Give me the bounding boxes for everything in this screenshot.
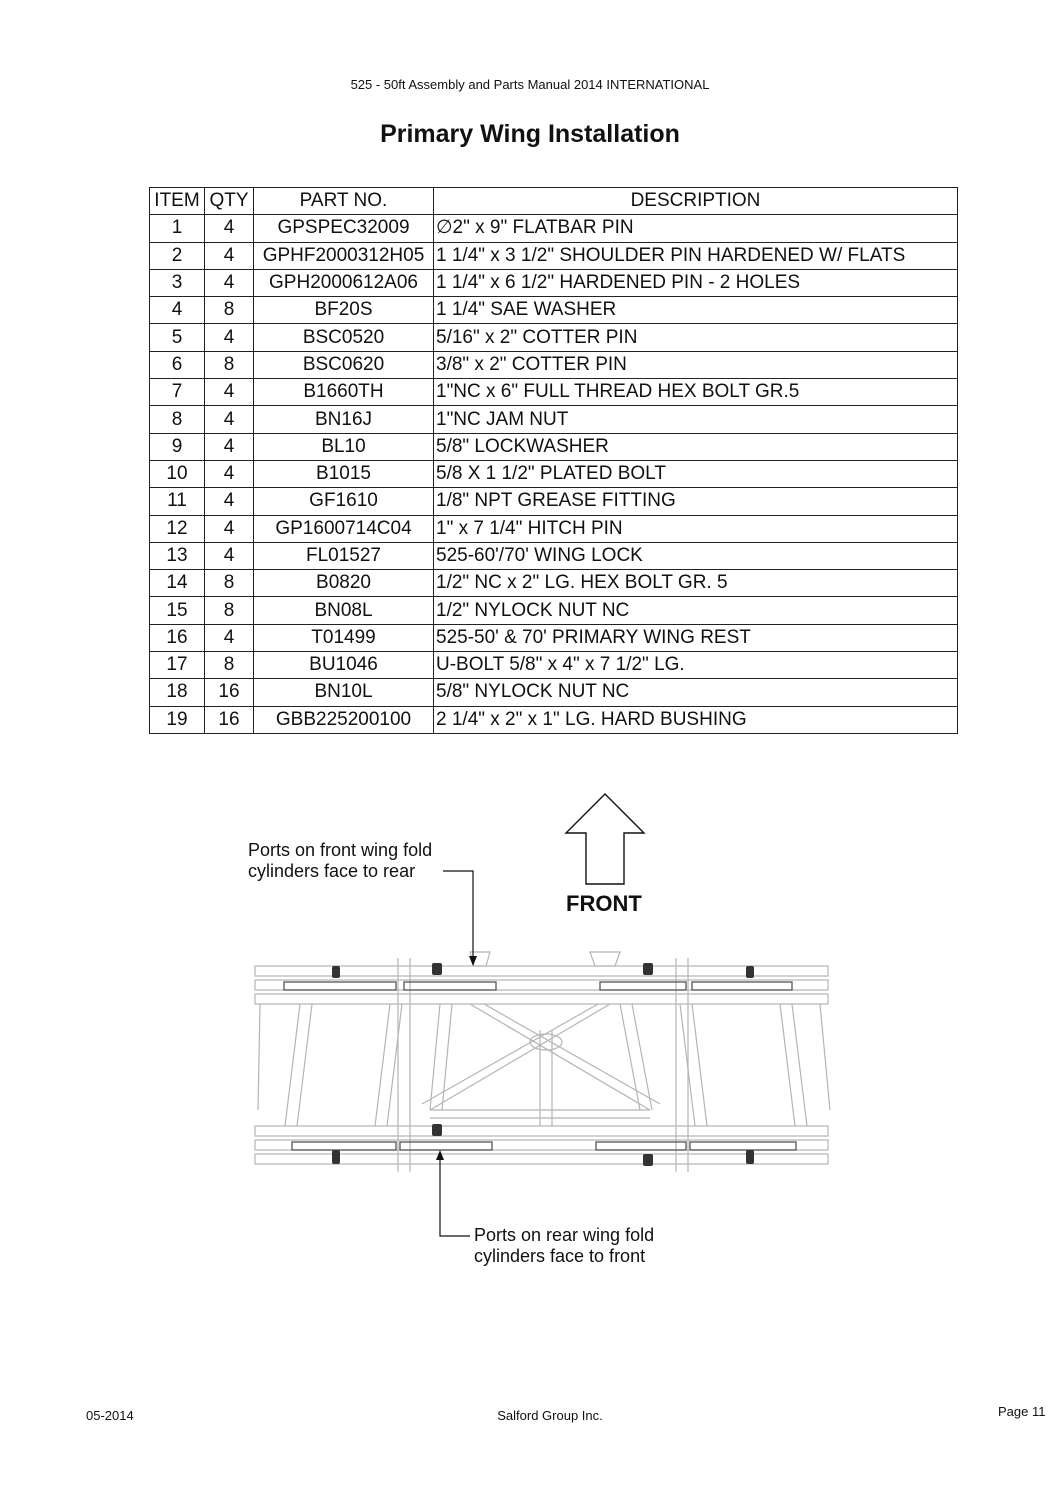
item-cell: 13	[150, 542, 205, 569]
item-cell: 8	[150, 406, 205, 433]
qty-cell: 8	[205, 652, 254, 679]
qty-cell: 4	[205, 488, 254, 515]
front-arrow-icon	[566, 794, 644, 884]
part-no-cell: BN08L	[254, 597, 434, 624]
qty-cell: 4	[205, 242, 254, 269]
description-cell: 1"NC x 6" FULL THREAD HEX BOLT GR.5	[434, 379, 958, 406]
rear-cylinder-annotation	[474, 1225, 654, 1267]
item-cell: 10	[150, 460, 205, 487]
qty-cell: 4	[205, 406, 254, 433]
description-cell: 1/2" NYLOCK NUT NC	[434, 597, 958, 624]
item-cell: 3	[150, 269, 205, 296]
qty-cell: 8	[205, 570, 254, 597]
description-cell: 1 1/4" SAE WASHER	[434, 297, 958, 324]
qty-cell: 4	[205, 624, 254, 651]
footer-date: 05-2014	[86, 1408, 134, 1423]
annotation-line: cylinders face to front	[474, 1246, 646, 1266]
description-cell: 525-50' & 70' PRIMARY WING REST	[434, 624, 958, 651]
description-cell: 1/8" NPT GREASE FITTING	[434, 488, 958, 515]
qty-cell: 16	[205, 706, 254, 733]
item-cell: 17	[150, 652, 205, 679]
part-no-cell: BF20S	[254, 297, 434, 324]
page-title: Primary Wing Installation	[380, 120, 680, 148]
qty-cell: 8	[205, 297, 254, 324]
item-cell: 14	[150, 570, 205, 597]
qty-cell: 4	[205, 460, 254, 487]
item-cell: 12	[150, 515, 205, 542]
item-cell: 11	[150, 488, 205, 515]
part-no-cell: GPH2000612A06	[254, 269, 434, 296]
footer-page-number: Page 11	[998, 1404, 1046, 1419]
annotation-line: Ports on rear wing fold	[474, 1225, 655, 1245]
footer-company: Salford Group Inc.	[497, 1408, 603, 1423]
part-no-cell: GPSPEC32009	[254, 215, 434, 242]
column-header-part-no: PART NO.	[254, 188, 434, 215]
part-no-cell: B1660TH	[254, 379, 434, 406]
part-no-cell: B1015	[254, 460, 434, 487]
qty-cell: 4	[205, 324, 254, 351]
item-cell: 15	[150, 597, 205, 624]
qty-cell: 8	[205, 597, 254, 624]
qty-cell: 4	[205, 515, 254, 542]
part-no-cell: FL01527	[254, 542, 434, 569]
qty-cell: 4	[205, 215, 254, 242]
part-no-cell: GF1610	[254, 488, 434, 515]
description-cell: 1/2" NC x 2" LG. HEX BOLT GR. 5	[434, 570, 958, 597]
item-cell: 6	[150, 351, 205, 378]
description-cell: U-BOLT 5/8" x 4" x 7 1/2" LG.	[434, 652, 958, 679]
description-cell: 525-60'/70' WING LOCK	[434, 542, 958, 569]
qty-cell: 16	[205, 679, 254, 706]
description-cell: 1 1/4" x 3 1/2" SHOULDER PIN HARDENED W/ FLATS	[434, 242, 958, 269]
item-cell: 9	[150, 433, 205, 460]
description-cell: ∅2" x 9" FLATBAR PIN	[434, 215, 958, 242]
description-cell: 1 1/4" x 6 1/2" HARDENED PIN - 2 HOLES	[434, 269, 958, 296]
part-no-cell: BSC0520	[254, 324, 434, 351]
item-cell: 18	[150, 679, 205, 706]
qty-cell: 4	[205, 379, 254, 406]
qty-cell: 4	[205, 269, 254, 296]
front-label: FRONT	[566, 891, 642, 916]
part-no-cell: BSC0620	[254, 351, 434, 378]
item-cell: 19	[150, 706, 205, 733]
part-no-cell: GP1600714C04	[254, 515, 434, 542]
front-annotation-leader	[443, 871, 473, 960]
item-cell: 7	[150, 379, 205, 406]
description-cell: 3/8" x 2" COTTER PIN	[434, 351, 958, 378]
item-cell: 5	[150, 324, 205, 351]
part-no-cell: GBB225200100	[254, 706, 434, 733]
qty-cell: 8	[205, 351, 254, 378]
part-no-cell: T01499	[254, 624, 434, 651]
description-cell: 5/8 X 1 1/2" PLATED BOLT	[434, 460, 958, 487]
part-no-cell: BN10L	[254, 679, 434, 706]
part-no-cell: GPHF2000312H05	[254, 242, 434, 269]
running-header: 525 - 50ft Assembly and Parts Manual 2014 INTERNATIONAL	[350, 77, 710, 92]
part-no-cell: BL10	[254, 433, 434, 460]
front-cylinder-annotation	[248, 840, 432, 882]
description-cell: 5/8" NYLOCK NUT NC	[434, 679, 958, 706]
description-cell: 5/8" LOCKWASHER	[434, 433, 958, 460]
description-cell: 1" x 7 1/4" HITCH PIN	[434, 515, 958, 542]
item-cell: 4	[150, 297, 205, 324]
item-cell: 1	[150, 215, 205, 242]
qty-cell: 4	[205, 433, 254, 460]
column-header-item: ITEM	[150, 188, 205, 215]
annotation-line: cylinders face to rear	[248, 861, 416, 881]
rear-annotation-leader	[440, 1158, 470, 1236]
qty-cell: 4	[205, 542, 254, 569]
column-header-qty: QTY	[205, 188, 254, 215]
part-no-cell: BU1046	[254, 652, 434, 679]
description-cell: 5/16" x 2" COTTER PIN	[434, 324, 958, 351]
annotation-line: Ports on front wing fold	[248, 840, 433, 860]
description-cell: 1"NC JAM NUT	[434, 406, 958, 433]
part-no-cell: B0820	[254, 570, 434, 597]
part-no-cell: BN16J	[254, 406, 434, 433]
description-cell: 2 1/4" x 2" x 1" LG. HARD BUSHING	[434, 706, 958, 733]
item-cell: 2	[150, 242, 205, 269]
item-cell: 16	[150, 624, 205, 651]
column-header-description: DESCRIPTION	[434, 188, 958, 215]
